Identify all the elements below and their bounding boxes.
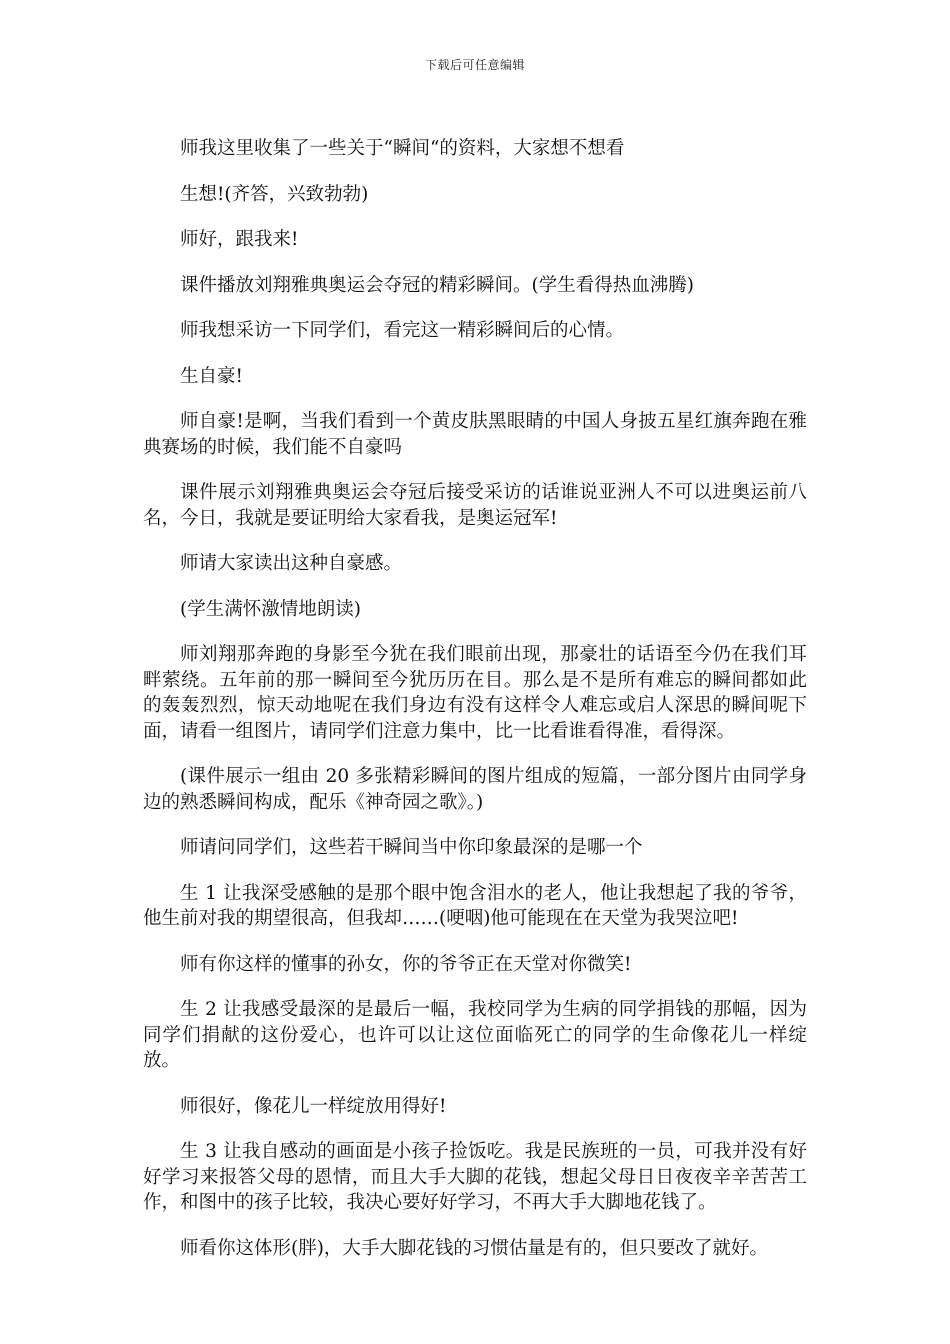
paragraph: 师我这里收集了一些关于“瞬间“的资料，大家想不想看 xyxy=(180,138,625,159)
paragraph: (学生满怀激情地朗读) xyxy=(180,598,361,620)
paragraph: 生想!(齐答，兴致勃勃) xyxy=(180,183,369,205)
paragraph: 课件展示刘翔雅典奥运会夺冠后接受采访的话谁说亚洲人不可以进奥运前八名，今日，我就是要证明给大家看我，是奥运冠军! xyxy=(143,482,807,529)
paragraph: 师请大家读出这种自豪感。 xyxy=(180,553,403,574)
paragraph: 师自豪!是啊，当我们看到一个黄皮肤黑眼睛的中国人身披五星红旗奔跑在雅典赛场的时候，我们能不自豪吗 xyxy=(143,411,807,458)
paragraph: 师很好，像花儿一样绽放用得好! xyxy=(180,1095,447,1117)
paragraph: 生 2 让我感受最深的是最后一幅，我校同学为生病的同学捐钱的那幅，因为同学们捐献的这份爱心，也许可以让这位面临死亡的同学的生命像花儿一样绽放。 xyxy=(143,999,807,1071)
paragraph: 课件播放刘翔雅典奥运会夺冠的精彩瞬间。(学生看得热血沸腾) xyxy=(180,274,694,296)
paragraph: 师请问同学们，这些若干瞬间当中你印象最深的是哪一个 xyxy=(180,837,643,858)
paragraph: 生自豪! xyxy=(180,365,243,387)
document-body xyxy=(143,136,807,1281)
paragraph: 师看你这体形(胖)，大手大脚花钱的习惯估量是有的，但只要改了就好。 xyxy=(180,1237,768,1259)
paragraph: (课件展示一组由 20 多张精彩瞬间的图片组成的短篇，一部分图片由同学身边的熟悉瞬间构成，配乐《神奇园之歌》。) xyxy=(143,766,807,813)
paragraph: 生 1 让我深受感触的是那个眼中饱含泪水的老人，他让我想起了我的爷爷，他生前对我的期望很高，但我却……(哽咽)他可能现在在天堂为我哭泣吧! xyxy=(143,882,807,929)
paragraph: 师刘翔那奔跑的身影至今犹在我们眼前出现，那豪壮的话语至今仍在我们耳畔萦绕。五年前的那一瞬间至今犹历历在目。那么是不是所有难忘的瞬间都如此的轰轰烈烈，惊天动地呢在我们身边有没有这样令人难忘或启人深思的瞬间呢下面，请看一组图片，请同学们注意力集中，比一比看谁看得准，看得深。 xyxy=(143,644,807,742)
paragraph: 师我想采访一下同学们，看完这一精彩瞬间后的心情。 xyxy=(180,320,625,341)
paragraph: 师好，跟我来! xyxy=(180,229,299,250)
paragraph: 生 3 让我自感动的画面是小孩子捡饭吃。我是民族班的一员，可我并没有好好学习来报答父母的恩情，而且大手大脚的花钱，想起父母日日夜夜辛辛苦苦工作，和图中的孩子比较，我决心要好好学习，不再大手大脚地花钱了。 xyxy=(143,1141,807,1213)
page-header: 下载后可任意编辑 xyxy=(424,58,525,72)
paragraph: 师有你这样的懂事的孙女，你的爷爷正在天堂对你微笑! xyxy=(180,953,632,975)
